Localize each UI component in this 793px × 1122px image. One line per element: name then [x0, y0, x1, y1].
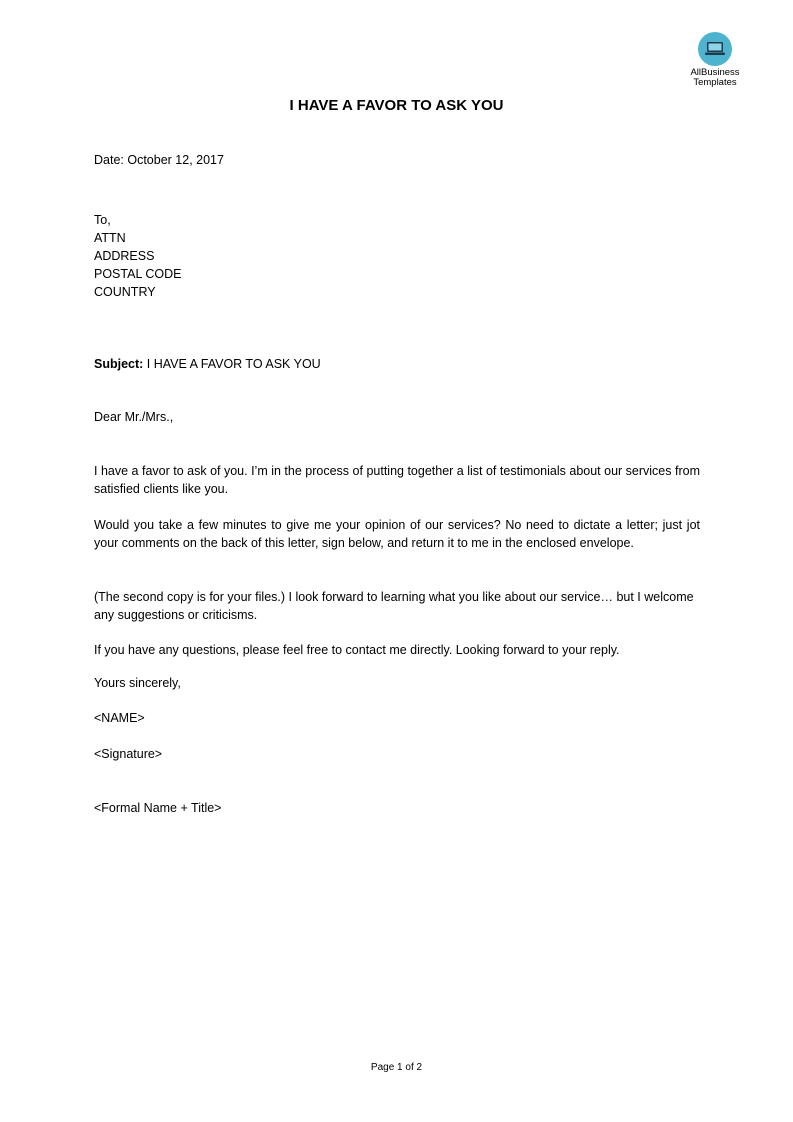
document-title: I HAVE A FAVOR TO ASK YOU [289, 97, 504, 114]
body-paragraph-1: I have a favor to ask of you. I’m in the process of putting together a list of testimonials about our services from satisfied clients like you. [94, 464, 700, 496]
laptop-icon [698, 32, 732, 66]
address-attn: ATTN [94, 231, 126, 245]
formal-name-title: <Formal Name + Title> [94, 801, 222, 815]
logo-line-1: AllBusiness [690, 67, 740, 78]
logo-text [680, 68, 750, 88]
salutation: Dear Mr./Mrs., [94, 410, 174, 424]
subject-text: I HAVE A FAVOR TO ASK YOU [143, 357, 321, 371]
signature-placeholder: <Signature> [94, 747, 163, 761]
closing: Yours sincerely, [94, 676, 181, 690]
page-number: Page 1 of 2 [370, 1062, 423, 1073]
address-country: COUNTRY [94, 285, 156, 299]
address-street: ADDRESS [94, 249, 155, 263]
body-paragraph-2: Would you take a few minutes to give me your opinion of our services? No need to dictate a letter; just jot your comments on the back of this letter, sign below, and return it to me in the enclosed envelope. [94, 518, 700, 550]
body-paragraph-3: (The second copy is for your files.) I look forward to learning what you like about our service… but I welcome any suggestions or criticisms. [94, 590, 694, 622]
logo-line-2: Templates [693, 77, 737, 88]
sender-name: <NAME> [94, 711, 145, 725]
address-to: To, [94, 213, 111, 227]
date-line: Date: October 12, 2017 [94, 153, 224, 167]
brand-logo [680, 32, 750, 88]
subject-line [94, 357, 321, 371]
laptop-icon-graphic [704, 41, 726, 57]
body-paragraph-4: If you have any questions, please feel free to contact me directly. Looking forward to your reply. [94, 643, 620, 657]
subject-label: Subject: [94, 357, 144, 371]
address-postal: POSTAL CODE [94, 267, 182, 281]
